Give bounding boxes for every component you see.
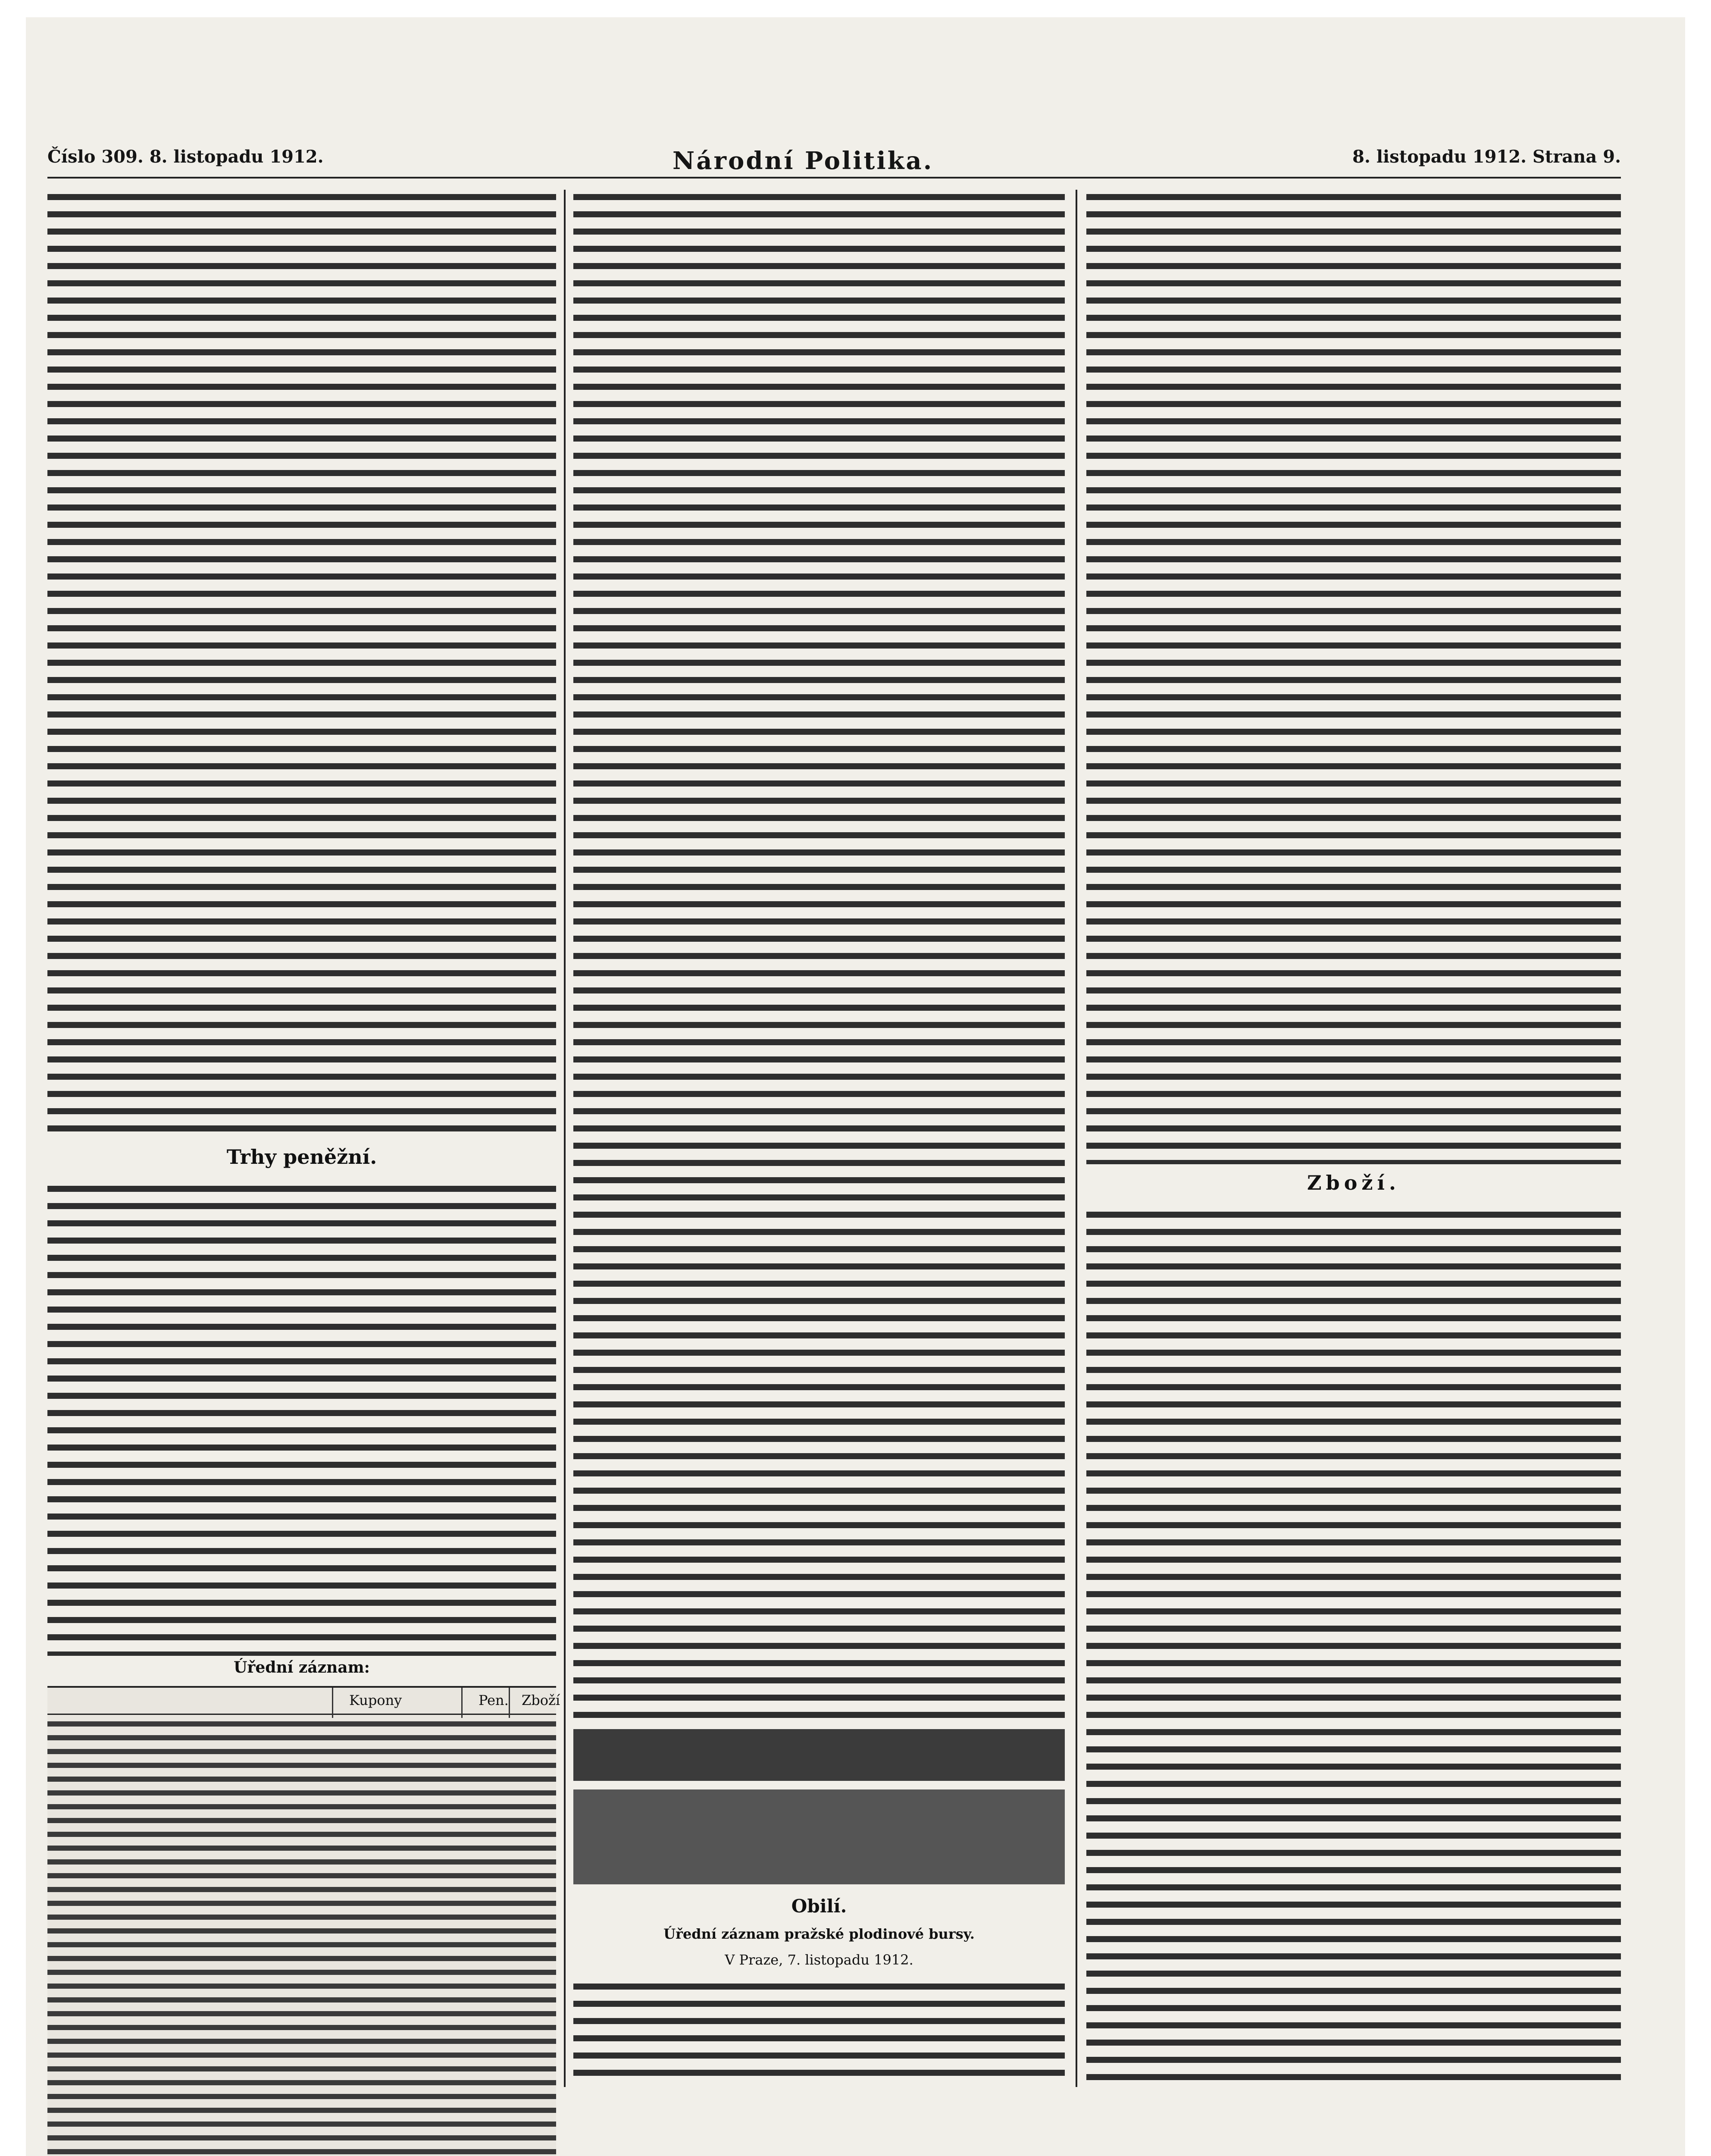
section-heading: Obilí. bbox=[573, 1893, 1065, 1919]
securities-table bbox=[47, 1686, 560, 2156]
column-left bbox=[47, 190, 560, 2087]
column-right bbox=[1086, 190, 1621, 2087]
masthead: Národní Politika. bbox=[673, 147, 934, 175]
section-heading: Trhy peněžní. bbox=[47, 1143, 556, 1171]
text-block bbox=[573, 190, 1065, 1725]
issue-date: Číslo 309. 8. listopadu 1912. bbox=[47, 147, 324, 167]
section-heading: Zboží. bbox=[1086, 1169, 1621, 1197]
page-number: 8. listopadu 1912. Strana 9. bbox=[1352, 147, 1621, 167]
table-rows bbox=[47, 1718, 556, 2156]
subheading: Úřední záznam: bbox=[47, 1656, 556, 1679]
column-header: Kupony bbox=[349, 1692, 402, 1708]
table-header bbox=[47, 1688, 560, 1715]
header-rule bbox=[47, 177, 1621, 179]
text-block bbox=[573, 1979, 1065, 2087]
subheading: Úřední záznam pražské plodinové bursy. bbox=[573, 1923, 1065, 1945]
column-rule bbox=[1076, 190, 1077, 2087]
text-block bbox=[1086, 190, 1621, 1164]
obili-banner bbox=[573, 1789, 1065, 1884]
column-header: Pen. bbox=[479, 1692, 509, 1708]
rate-banner bbox=[573, 1729, 1065, 1781]
text-block bbox=[47, 190, 556, 1138]
dateline: V Praze, 7. listopadu 1912. bbox=[573, 1949, 1065, 1971]
column-rule bbox=[564, 190, 566, 2087]
page-header bbox=[47, 147, 1621, 185]
column-header: Zboží bbox=[522, 1692, 560, 1708]
column-middle bbox=[573, 190, 1065, 2087]
text-block bbox=[1086, 1207, 1621, 2087]
text-block bbox=[47, 1181, 556, 1656]
